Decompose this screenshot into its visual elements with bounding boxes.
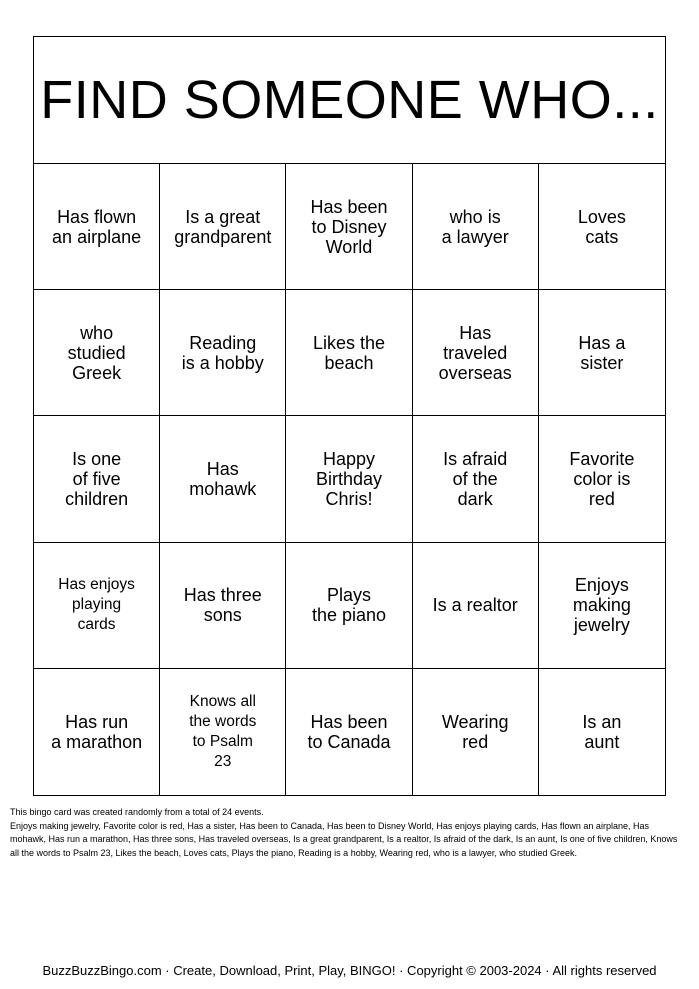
bingo-cell: Knows all the words to Psalm 23 bbox=[160, 669, 286, 795]
bingo-cell: Has been to Disney World bbox=[286, 164, 412, 290]
bingo-cell: Is a realtor bbox=[413, 543, 539, 669]
bingo-cell: Has traveled overseas bbox=[413, 290, 539, 416]
bingo-cell: who studied Greek bbox=[34, 290, 160, 416]
bingo-card bbox=[33, 36, 666, 796]
footer-copyright: BuzzBuzzBingo.com · Create, Download, Print, Play, BINGO! · Copyright © 2003-2024 · All rights reserved bbox=[42, 963, 657, 978]
bingo-cell: Plays the piano bbox=[286, 543, 412, 669]
bingo-cell: Reading is a hobby bbox=[160, 290, 286, 416]
bingo-grid bbox=[34, 164, 665, 795]
bingo-cell: Wearing red bbox=[413, 669, 539, 795]
bingo-cell: Has been to Canada bbox=[286, 669, 412, 795]
bingo-cell: Happy Birthday Chris! bbox=[286, 416, 412, 542]
bingo-cell: Enjoys making jewelry bbox=[539, 543, 665, 669]
bingo-cell: Likes the beach bbox=[286, 290, 412, 416]
card-info bbox=[10, 806, 685, 860]
bingo-cell: Is afraid of the dark bbox=[413, 416, 539, 542]
bingo-cell: Has three sons bbox=[160, 543, 286, 669]
bingo-cell: Has enjoys playing cards bbox=[34, 543, 160, 669]
bingo-cell: Has a sister bbox=[539, 290, 665, 416]
bingo-cell: Has flown an airplane bbox=[34, 164, 160, 290]
bingo-cell: Has run a marathon bbox=[34, 669, 160, 795]
bingo-cell: Loves cats bbox=[539, 164, 665, 290]
info-event-list: Enjoys making jewelry, Favorite color is red, Has a sister, Has been to Canada, Has been to Disney World, Has enjoys playing cards, Has flown an airplane, Has mohawk, Has run a marathon, Has three sons, Has traveled overseas, Is a great grandparent, Is a realtor, Is afraid of the dark, Is an aunt, Is one of five children, Knows all the words to Psalm 23, Likes the beach, Loves cats, Plays the piano, Reading is a hobby, Wearing red, who is a lawyer, who studied Greek. bbox=[10, 820, 678, 858]
info-summary: This bingo card was created randomly from a total of 24 events. bbox=[10, 807, 264, 817]
bingo-cell: Favorite color is red bbox=[539, 416, 665, 542]
bingo-cell: Is one of five children bbox=[34, 416, 160, 542]
card-title: FIND SOMEONE WHO... bbox=[34, 37, 665, 164]
bingo-cell: Is a great grandparent bbox=[160, 164, 286, 290]
bingo-cell: who is a lawyer bbox=[413, 164, 539, 290]
bingo-cell: Has mohawk bbox=[160, 416, 286, 542]
bingo-cell: Is an aunt bbox=[582, 711, 622, 752]
